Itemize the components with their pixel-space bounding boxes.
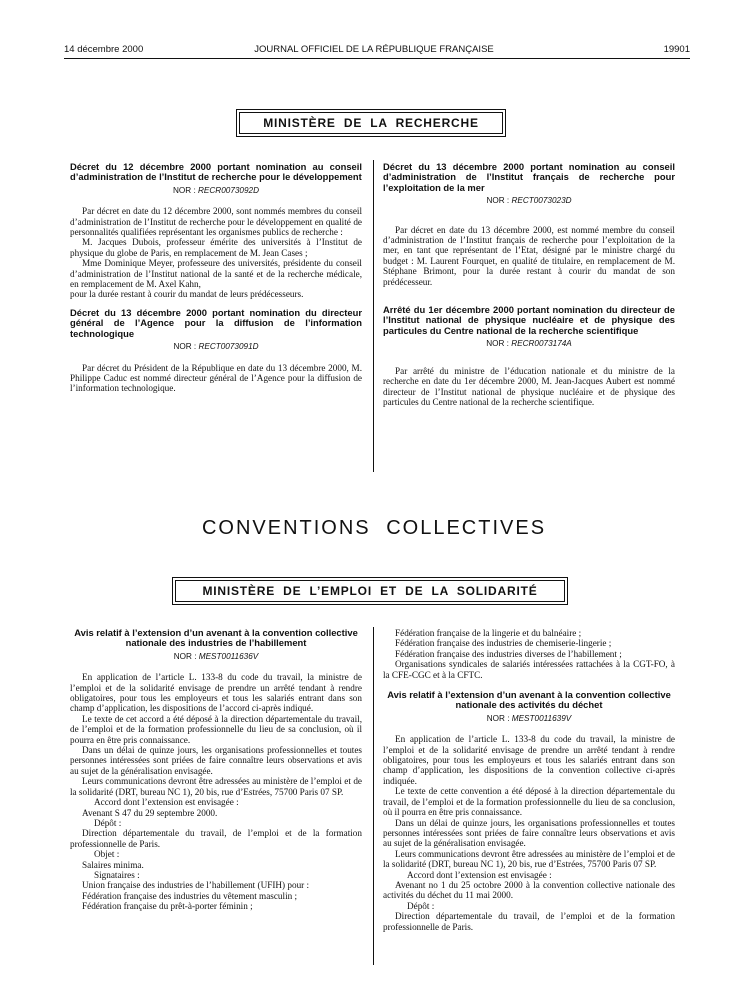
signatory: Fédération française du prêt-à-porter féminin ; bbox=[82, 901, 253, 912]
section-title: CONVENTIONS COLLECTIVES bbox=[201, 517, 547, 539]
paragraph: Dans un délai de quinze jours, les organisations professionnelles et toutes personnes intéressées sont priées de faire connaître leurs observations et avis au sujet de la généralisation envisagée. bbox=[70, 745, 362, 776]
header-page-number: 19901 bbox=[663, 44, 690, 55]
signatory: Fédération française des industries diverses de l’habillement ; bbox=[395, 648, 622, 659]
subheading: Accord dont l’extension est envisagée : bbox=[407, 869, 552, 880]
ministry-heading-label: MINISTÈRE DE LA RECHERCHE bbox=[239, 112, 503, 134]
nor-label: NOR : bbox=[173, 342, 197, 352]
decree-title: Décret du 13 décembre 2000 portant nomination au conseil d’administration de l’Institut français de recherche pour l’exploitation de la mer bbox=[383, 161, 675, 193]
nor-code: RECT0073023D bbox=[511, 196, 572, 206]
signatory: Organisations syndicales de salariés intéressées rattachées à la CGT-FO, à la CFE-CGC et à la CFTC. bbox=[383, 659, 675, 680]
paragraph: Leurs communications devront être adressées au ministère de l’emploi et de la solidarité (DRT, bureau NC 1), 20 bis, rue d’Estrées, 75700 Paris 07 SP. bbox=[383, 848, 675, 870]
subheading: Dépôt : bbox=[407, 900, 435, 911]
paragraph: Par décret en date du 13 décembre 2000, est nommé membre du conseil d’administration de l’Institut français de recherche pour l’exploitation de la mer, en tant que représentant de l’Etat, désigné par le ministre chargé du budget : M. Laurent Fourquet, en qualité de titulaire, en remplacement de M. Stéphane Brimont, pour la durée restant à courir du mandat de son prédécesseur. bbox=[383, 224, 675, 287]
signatory: Fédération française de la lingerie et du balnéaire ; bbox=[395, 628, 582, 638]
ministry-heading-recherche bbox=[236, 109, 506, 137]
header-rule bbox=[64, 58, 690, 59]
nor-label: NOR : bbox=[486, 196, 510, 206]
nor-code: MEST0011639V bbox=[511, 713, 572, 723]
nor-code: RECR0073174A bbox=[511, 339, 572, 349]
nor-reference bbox=[70, 186, 362, 196]
nor-code: RECT0073091D bbox=[198, 342, 259, 352]
subheading: Dépôt : bbox=[94, 817, 122, 828]
column-divider bbox=[373, 627, 374, 965]
paragraph: Le texte de cette convention a été déposé à la direction départementale du travail, de l’emploi et de la formation professionnelle du lieu de sa conclusion, où il pourra en être pris connaissance. bbox=[383, 786, 675, 818]
paragraph: Par décret du Président de la République en date du 13 décembre 2000, M. Philippe Caduc est nommé directeur général de l’Agence pour la diffusion de l’information technologique. bbox=[70, 362, 362, 394]
nor-code: RECR0073092D bbox=[198, 185, 260, 195]
paragraph: pour la durée restant à courir du mandat de leurs prédécesseurs. bbox=[70, 289, 304, 300]
signatory: Fédération française des industries du vêtement masculin ; bbox=[82, 890, 298, 901]
subheading: Accord dont l’extension est envisagée : bbox=[94, 797, 239, 808]
nor-label: NOR : bbox=[486, 713, 510, 723]
nor-label: NOR : bbox=[172, 185, 196, 195]
avis-title: Avis relatif à l’extension d’un avenant à la convention collective nationale des activités du déchet bbox=[387, 689, 671, 711]
decree-title: Décret du 13 décembre 2000 portant nomination du directeur général de l’Agence pour la diffusion de l’information technologique bbox=[70, 306, 362, 339]
subheading: Objet : bbox=[94, 849, 120, 860]
left-column-top bbox=[70, 162, 362, 394]
arrete-title: Arrêté du 1er décembre 2000 portant nomination du directeur de l’Institut national de physique nucléaire et de physique des particules du Centre national de la recherche scientifique bbox=[383, 304, 675, 336]
right-column-bottom bbox=[383, 628, 675, 932]
nor-code: MEST0011636V bbox=[198, 651, 259, 661]
subheading: Signataires : bbox=[94, 869, 140, 880]
header-date: 14 décembre 2000 bbox=[64, 44, 144, 55]
paragraph: En application de l’article L. 133-8 du code du travail, la ministre de l’emploi et de la solidarité envisage de prendre un arrêté tendant à rendre obligatoires, pour tous les employeurs et tous les salariés entrant dans son champ d’application, les dispositions de la convention collective ci-après indiquée. bbox=[383, 734, 675, 786]
paragraph: Par arrêté du ministre de l’éducation nationale et du ministre de la recherche en date du 1er décembre 2000, M. Jean-Jacques Aubert est nommé directeur de l’Institut national de physique nucléaire et de physique des particules du Centre national de la recherche scientifique. bbox=[383, 365, 675, 407]
column-divider bbox=[373, 160, 374, 472]
paragraph: Le texte de cet accord a été déposé à la direction départementale du travail, de l’emploi et de la formation professionnelle du lieu de sa conclusion, où il pourra en être pris connaissance. bbox=[70, 713, 362, 745]
nor-reference bbox=[383, 196, 675, 206]
paragraph: Avenant S 47 du 29 septembre 2000. bbox=[82, 807, 218, 818]
paragraph: Avenant no 1 du 25 octobre 2000 à la convention collective nationale des activités du déchet du 11 mai 2000. bbox=[383, 879, 675, 901]
nor-reference bbox=[70, 652, 362, 662]
decree-title: Décret du 12 décembre 2000 portant nomination au conseil d’administration de l’Institut de recherche pour le développement bbox=[70, 161, 362, 183]
nor-reference bbox=[70, 342, 362, 352]
ministry-heading-label: MINISTÈRE DE L’EMPLOI ET DE LA SOLIDARITÉ bbox=[175, 580, 565, 602]
nor-label: NOR : bbox=[173, 651, 197, 661]
paragraph: Direction départementale du travail, de l’emploi et de la formation professionnelle de Paris. bbox=[383, 911, 675, 932]
signatory: Union française des industries de l’habillement (UFIH) pour : bbox=[82, 880, 310, 891]
signatory: Fédération française des industries de chemiserie-lingerie ; bbox=[395, 638, 612, 649]
paragraph: Direction départementale du travail, de l’emploi et de la formation professionnelle de Paris. bbox=[70, 828, 362, 849]
right-column-top bbox=[383, 162, 675, 407]
nor-label: NOR : bbox=[486, 339, 509, 349]
paragraph: Leurs communications devront être adressées au ministère de l’emploi et de la solidarité (DRT, bureau NC 1), 20 bis, rue d’Estrées, 75700 Paris 07 SP. bbox=[70, 776, 362, 797]
header-journal-title: JOURNAL OFFICIEL DE LA RÉPUBLIQUE FRANÇAISE bbox=[254, 44, 494, 55]
paragraph: Par décret en date du 12 décembre 2000, sont nommés membres du conseil d’administration de l’Institut de recherche pour le développement en qualité de personnalités qualifiées représentant les organismes publics de recherche : bbox=[70, 206, 362, 238]
paragraph: M. Jacques Dubois, professeur émérite des universités à l’Institut de physique du globe de Paris, en remplacement de M. Jean Cases ; bbox=[70, 237, 362, 258]
paragraph: Salaires minima. bbox=[82, 859, 144, 870]
nor-reference bbox=[383, 339, 675, 349]
ministry-heading-emploi bbox=[172, 577, 568, 605]
paragraph: Dans un délai de quinze jours, les organisations professionnelles et toutes personnes intéressées sont priées de faire connaître leurs observations et avis au sujet de la généralisation envisagée. bbox=[383, 817, 675, 849]
paragraph: En application de l’article L. 133-8 du code du travail, la ministre de l’emploi et de la solidarité envisage de prendre un arrêté tendant à rendre obligatoires, pour tous les employeurs et tous les salariés entrant dans son champ d’application, les dispositions de l’accord ci-après indiqué. bbox=[70, 672, 362, 714]
left-column-bottom bbox=[70, 628, 362, 912]
nor-reference bbox=[383, 714, 675, 724]
paragraph: Mme Dominique Meyer, professeure des universités, présidente du conseil d’administration de l’Institut national de la santé et de la recherche médicale, en remplacement de M. Axel Kahn, bbox=[70, 258, 362, 290]
avis-title: Avis relatif à l’extension d’un avenant à la convention collective nationale des industries de l’habillement bbox=[74, 627, 358, 649]
